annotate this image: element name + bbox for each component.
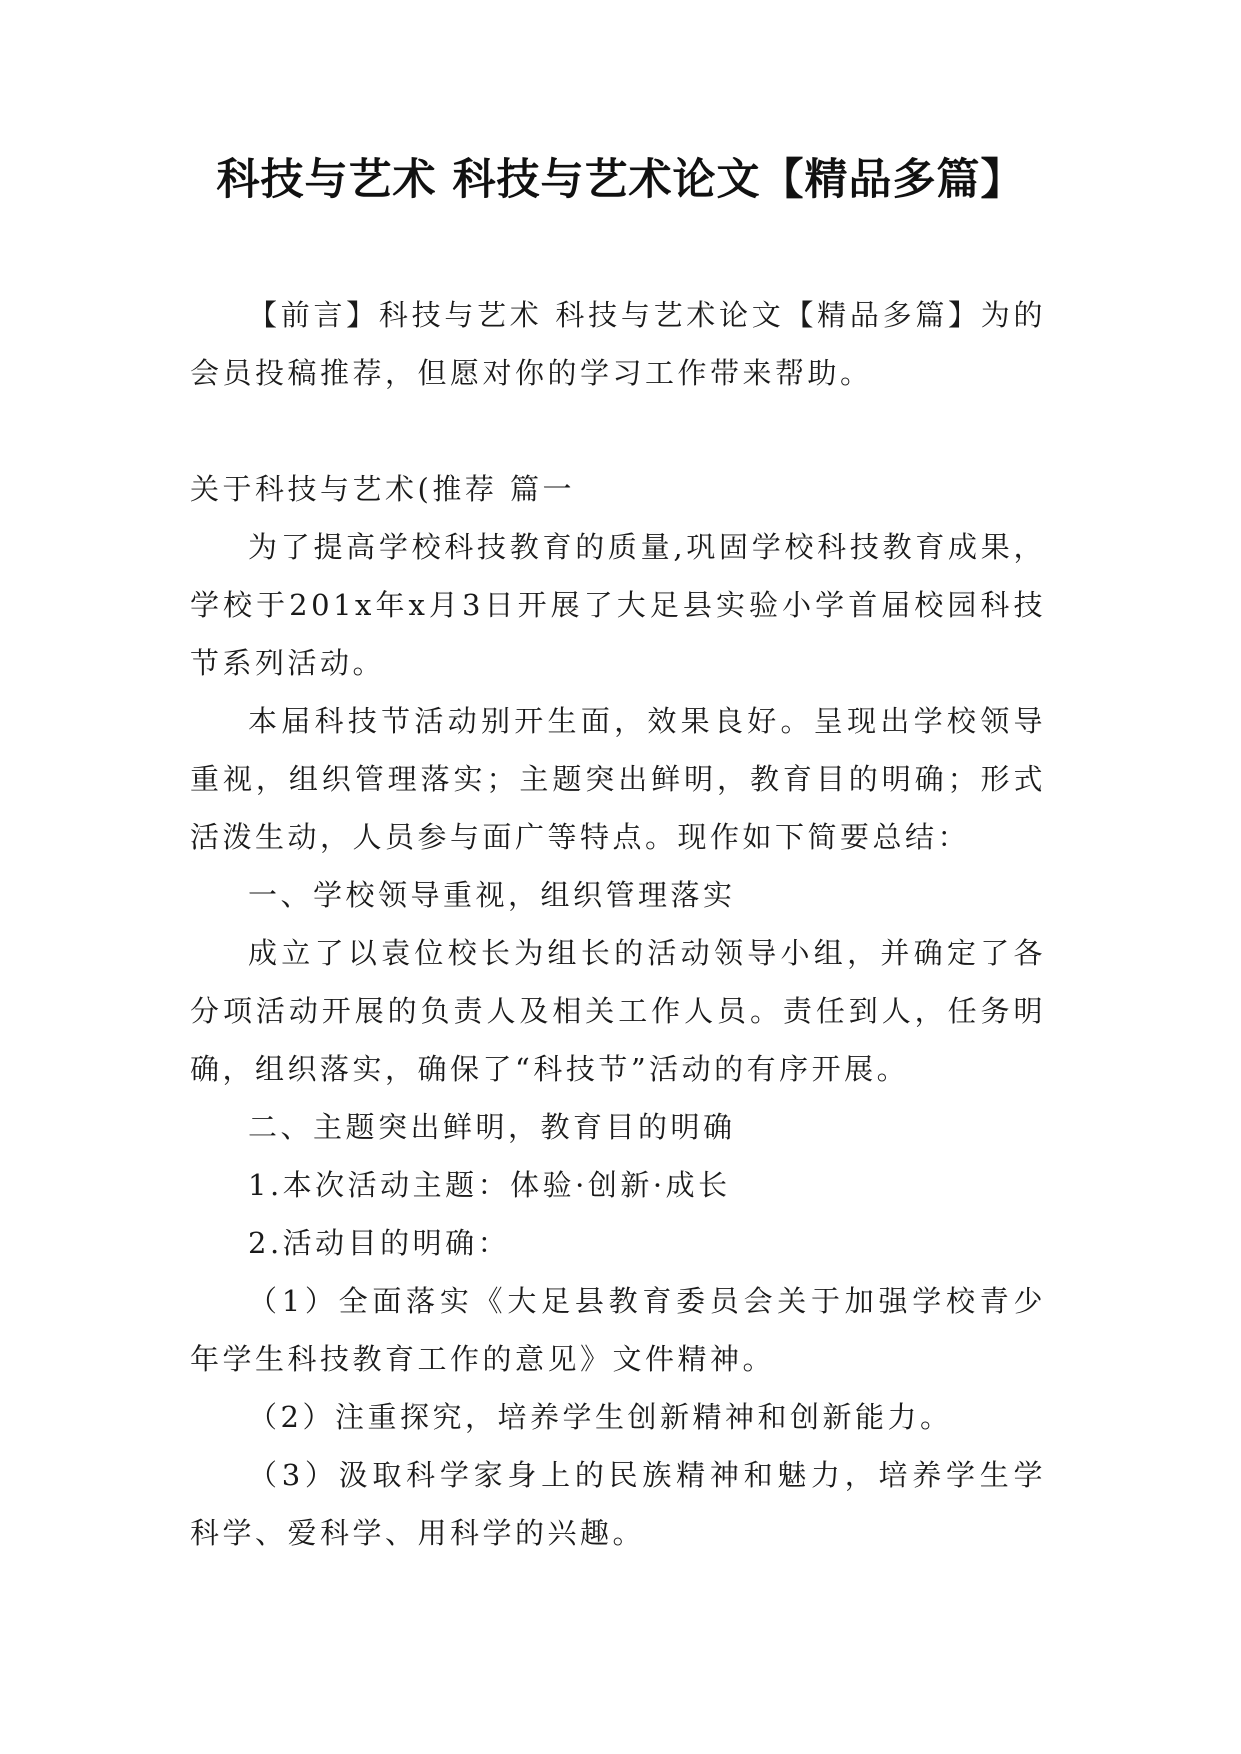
preface-paragraph: 【前言】科技与艺术 科技与艺术论文【精品多篇】为的会员投稿推荐，但愿对你的学习工作带来帮助。 [190, 298, 1046, 390]
list-item-theme: 1.本次活动主题：体验·创新·成长 [248, 1168, 731, 1202]
purpose-item-3: （3）汲取科学家身上的民族精神和魅力，培养学生学科学、爱科学、用科学的兴趣。 [190, 1458, 1046, 1550]
purpose-item-2: （2）注重探究，培养学生创新精神和创新能力。 [248, 1400, 953, 1434]
main-body [190, 460, 1046, 1562]
body-paragraph: 为了提高学校科技教育的质量,巩固学校科技教育成果，学校于201x年x月3日开展了大足县实验小学首届校园科技节系列活动。 [190, 530, 1046, 680]
document-title: 科技与艺术 科技与艺术论文【精品多篇】 [216, 155, 1025, 205]
section-heading: 关于科技与艺术(推荐 篇一 [190, 472, 576, 506]
list-item-purpose: 2.活动目的明确： [248, 1226, 511, 1260]
preface-block [190, 286, 1046, 402]
body-paragraph: 本届科技节活动别开生面，效果良好。呈现出学校领导重视，组织管理落实；主题突出鲜明，教育目的明确；形式活泼生动，人员参与面广等特点。现作如下简要总结： [190, 704, 1046, 854]
subheading-leadership: 一、学校领导重视，组织管理落实 [248, 878, 736, 912]
body-paragraph: 成立了以袁位校长为组长的活动领导小组，并确定了各分项活动开展的负责人及相关工作人员。责任到人，任务明确，组织落实，确保了“科技节”活动的有序开展。 [190, 936, 1046, 1086]
subheading-theme: 二、主题突出鲜明，教育目的明确 [248, 1110, 736, 1144]
purpose-item-1: （1）全面落实《大足县教育委员会关于加强学校青少年学生科技教育工作的意见》文件精神。 [190, 1284, 1046, 1376]
